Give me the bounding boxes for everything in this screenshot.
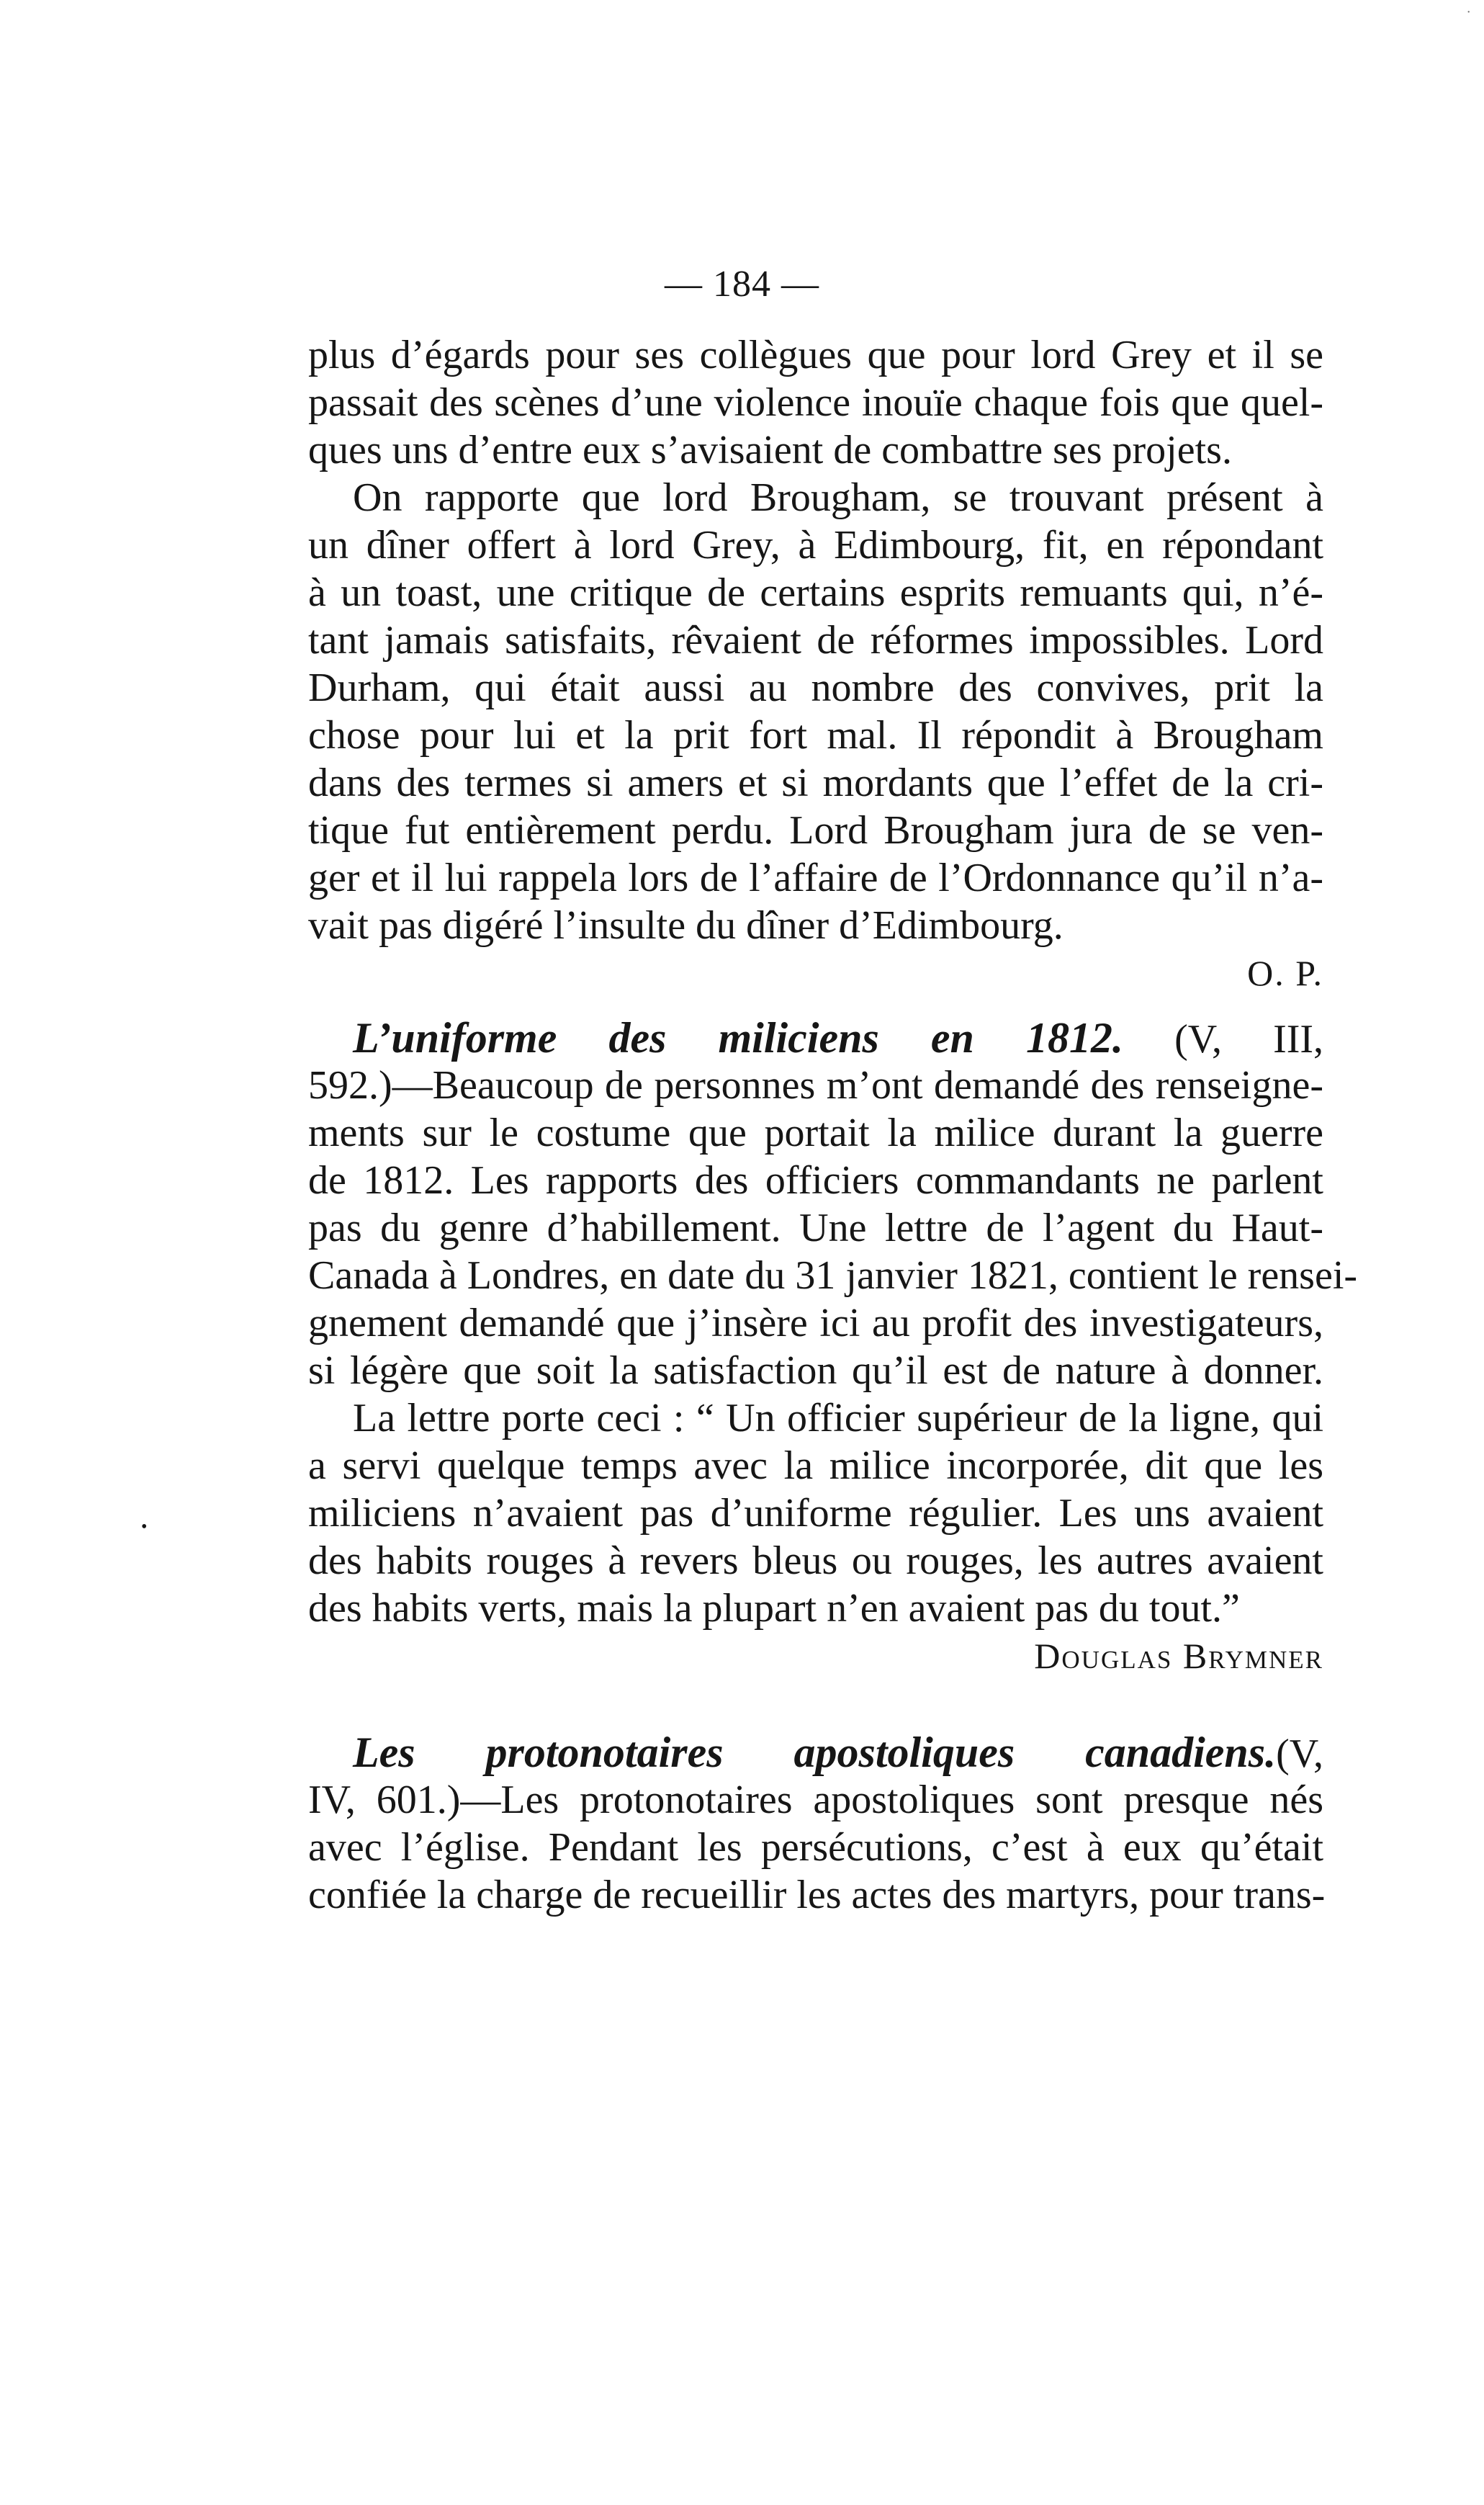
text-line: vait pas digéré l’insulte du dîner d’Edimbourg. (308, 903, 1063, 948)
signature (308, 1632, 1323, 1680)
text-line: chose pour lui et la prit fort mal. Il répondit à Brougham (308, 713, 1323, 758)
text-line: dans des termes si amers et si mordants que l’effet de la cri- (308, 761, 1323, 805)
text-line: gnement demandé que j’insère ici au profit des investigateurs, (308, 1301, 1323, 1345)
text-line: miliciens n’avaient pas d’uniforme régulier. Les uns avaient (308, 1491, 1323, 1536)
section-heading-line (308, 1014, 1323, 1062)
scan-speck: · (1466, 4, 1471, 20)
text-line: tique fut entièrement perdu. Lord Brougham jura de se ven- (308, 808, 1323, 853)
text-line: Durham, qui était aussi au nombre des convives, prit la (308, 666, 1323, 710)
text-line: de 1812. Les rapports des officiers commandants ne parlent (308, 1158, 1323, 1203)
text-line: IV, 601.)—Les protonotaires apostoliques sont presque nés (308, 1778, 1323, 1822)
page-number: — 184 — (665, 264, 819, 305)
signature-name: Douglas Brymner (1034, 1636, 1323, 1676)
text-line: plus d’égards pour ses collègues que pour lord Grey et il se (308, 333, 1323, 377)
text-line: Canada à Londres, en date du 31 janvier 1821, contient le rensei- (308, 1253, 1358, 1298)
text-line: un dîner offert à lord Grey, à Edimbourg, fit, en répondant (308, 523, 1323, 568)
text-line: passait des scènes d’une violence inouïe chaque fois que quel- (308, 380, 1323, 425)
text-line: à un toast, une critique de certains esprits remuants qui, n’é- (308, 570, 1323, 615)
section-title: Les protonotaires apostoliques canadiens. (353, 1729, 1277, 1776)
section-uniforme (308, 1014, 1358, 1680)
text-line: des habits rouges à revers bleus ou rouges, les autres avaient (308, 1538, 1323, 1583)
section-heading-line (308, 1729, 1323, 1776)
text-line: On rapporte que lord Brougham, se trouvant présent à (353, 475, 1323, 520)
margin-mark: • (141, 1518, 148, 1536)
text-line: avec l’église. Pendant les persécutions, c’est à eux qu’était (308, 1825, 1323, 1870)
section-protonotaires (308, 1729, 1326, 1919)
text-line: ques uns d’entre eux s’avisaient de combattre ses projets. (308, 428, 1232, 472)
section-title: L’uniforme des miliciens en 1812. (353, 1014, 1124, 1062)
text-line: si légère que soit la satisfaction qu’il est de nature à donner. (308, 1348, 1323, 1393)
text-line: pas du genre d’habillement. Une lettre de l’agent du Haut- (308, 1206, 1323, 1250)
text-line: ments sur le costume que portait la milice durant la guerre (308, 1111, 1323, 1155)
text-line: tant jamais satisfaits, rêvaient de réformes impossibles. Lord (308, 618, 1323, 663)
text-line: des habits verts, mais la plupart n’en avaient pas du tout.” (308, 1586, 1240, 1631)
text-line: 592.)—Beaucoup de personnes m’ont demandé des renseigne- (308, 1063, 1323, 1108)
signature: O. P. (1247, 953, 1323, 993)
text-line: a servi quelque temps avec la milice incorporée, dit que les (308, 1443, 1323, 1488)
section-reference: (V, (1276, 1731, 1323, 1776)
section-reference: (V, III, (1174, 1017, 1324, 1062)
section-continuation (308, 331, 1323, 997)
text-line: ger et il lui rappela lors de l’affaire de l’Ordonnance qu’il n’a- (308, 856, 1323, 900)
text-line: La lettre porte ceci : “ Un officier supérieur de la ligne, qui (353, 1396, 1323, 1440)
text-line: confiée la charge de recueillir les actes des martyrs, pour trans- (308, 1873, 1326, 1917)
